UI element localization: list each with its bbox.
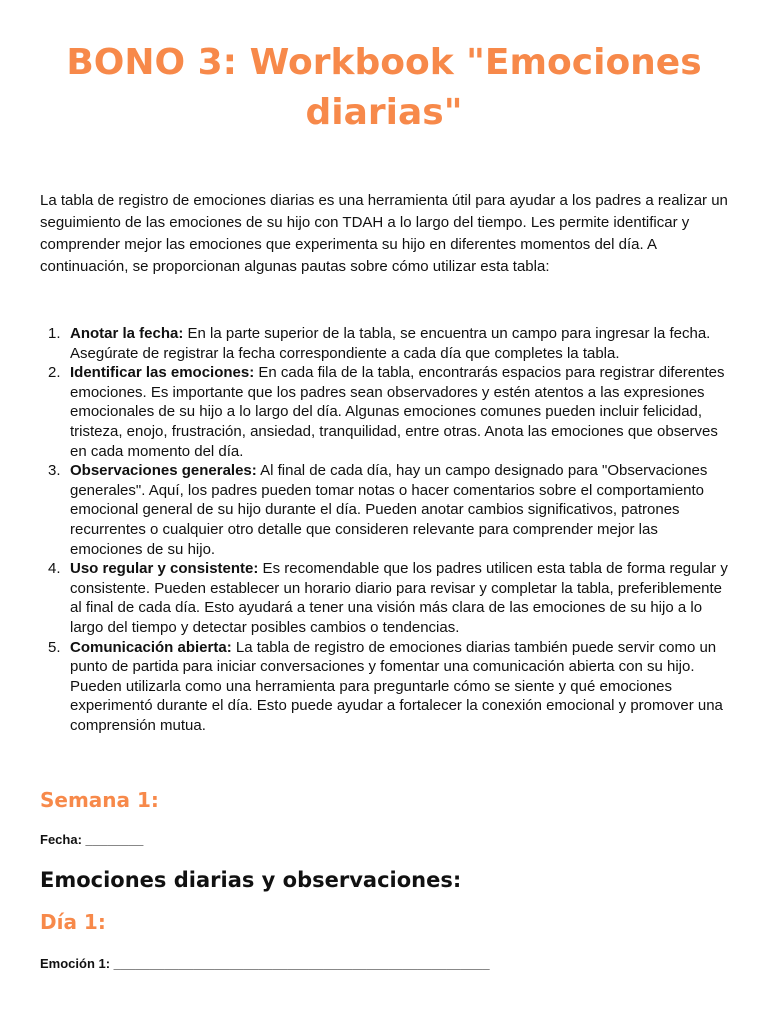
list-item-number: 1.: [48, 325, 61, 342]
list-item-number: 4.: [48, 560, 61, 578]
list-item-text: En la parte superior de la tabla, se encuentra un campo para ingresar la fecha. Asegúrate de registrar la fecha correspondiente a cada día que completes la tabla.: [70, 325, 711, 362]
date-field: Fecha: ________: [40, 832, 144, 847]
list-item: [40, 461, 730, 559]
intro-paragraph: La tabla de registro de emociones diarias es una herramienta útil para ayudar a los padres a realizar un seguimiento de las emociones de su hijo con TDAH a lo largo del tiempo. Les permite identificar y comprender mejor las emociones que experimenta su hijo en diferentes momentos del día. A continuación, se proporcionan algunas pautas sobre cómo utilizar esta tabla:: [40, 192, 728, 275]
week-heading: Semana 1:: [40, 788, 159, 812]
list-item-text: La tabla de registro de emociones diarias también puede servir como un punto de partida para iniciar conversaciones y fomentar una comunicación abierta con su hijo. Pueden utilizarla como una herramienta para preguntarle cómo se siente y qué emociones experimentó durante el día. Esto puede ayudar a fortalecer la conexión emocional y promover una comprensión mutua.: [70, 638, 723, 734]
day-heading: Día 1:: [40, 910, 106, 934]
emotion-field: Emoción 1: ____________________________________________________: [40, 956, 490, 971]
list-item-text: Al final de cada día, hay un campo designado para "Observaciones generales". Aquí, los padres pueden tomar notas o hacer comentarios sobre el comportamiento emocional general de su hijo durante el día. Pueden anotar cambios significativos, patrones recurrentes o cualquier otro detalle que consideren relevante para comprender mejor las emociones de su hijo.: [70, 462, 708, 558]
emotions-heading: Emociones diarias y observaciones:: [40, 868, 462, 892]
list-item-number: 5.: [48, 638, 61, 656]
list-item: [40, 559, 730, 637]
guidelines-list: [40, 324, 730, 735]
list-item-number: 2.: [48, 364, 61, 382]
list-item: [40, 324, 730, 363]
list-item-label: Observaciones generales:: [70, 462, 257, 480]
list-item: [40, 363, 730, 461]
list-item-number: 3.: [48, 462, 61, 480]
list-item: [40, 638, 730, 736]
list-item-label: Uso regular y consistente:: [70, 560, 259, 578]
list-item-text: En cada fila de la tabla, encontrarás espacios para registrar diferentes emociones. Es importante que los padres sean observadores y estén atentos a las expresiones emocionales de su hijo a lo largo del día. Algunas emociones comunes pueden incluir felicidad, tristeza, enojo, frustración, ansiedad, tranquilidad, entre otras. Anota las emociones que observes en cada momento del día.: [70, 364, 725, 460]
list-item-label: Anotar la fecha:: [70, 325, 184, 342]
list-item-label: Comunicación abierta:: [70, 638, 232, 656]
list-item-label: Identificar las emociones:: [70, 364, 255, 382]
list-item-text: Es recomendable que los padres utilicen esta tabla de forma regular y consistente. Pueden establecer un horario diario para revisar y completar la tabla, preferiblemente al final de cada día. Esto ayudará a tener una visión más clara de las emociones de su hijo a lo largo del tiempo y detectar posibles cambios o tendencias.: [70, 560, 728, 636]
page-title: BONO 3: Workbook "Emociones diarias": [66, 42, 702, 133]
